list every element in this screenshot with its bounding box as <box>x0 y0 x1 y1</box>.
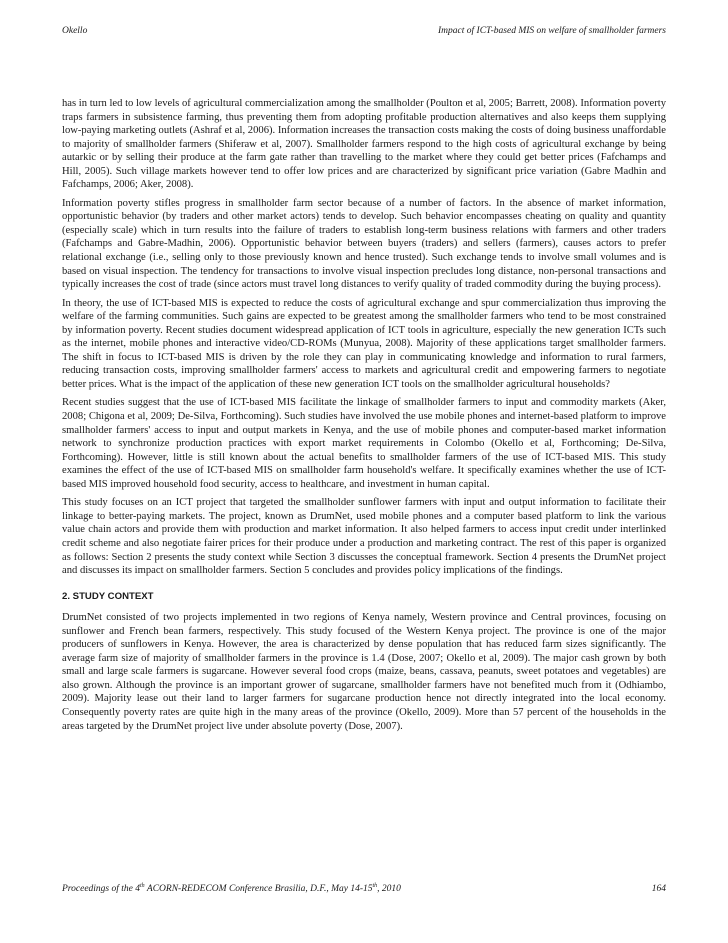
section-paragraph: DrumNet consisted of two projects implemented in two regions of Kenya namely, Western province and Central provinces, focusing on sunflower and French bean farmers, respectively. This study focused of the Western Kenya project. The province is one of the major producers of sunflowers in Kenya. However, the area is characterized by dense population that has reduced farm sizes significantly. The average farm size of majority of smallholder farmers in the province is 1.4 (Dose, 2007; Okello et al, 2009). The major cash grown by both small and large scale farmers is sugarcane. However several food crops (maize, beans, cassava, peanuts, sweet potatoes and vegetables) are also grown. Although the province is an important grower of sugarcane, smallholder farmers have not benefited much from it (Odhiambo, 2009). Majority lease out their land to larger farmers for sugarcane production hence not directly integrated into the local economy. Consequently poverty rates are quite high in the many areas of the province (Okello, 2009). More than 57 percent of the households in the areas targeted by the DrumNet project live under absolute poverty (Dose, 2007). <box>62 612 666 732</box>
body-text <box>62 97 666 738</box>
paragraph-3: In theory, the use of ICT-based MIS is expected to reduce the costs of agricultural exchange and spur commercialization thus improving the welfare of the farming communities. Such gains are expected to be greatest among the smallholder farmers who tend to be most constrained by information poverty. Recent studies document widespread application of ICT tools in agriculture, especially the new generation ICTs such as the internet, mobile phones and interactive video/CD-ROMs (Munyua, 2008). Majority of these applications target smallholder farmers. The shift in focus to ICT-based MIS is driven by the role they can play in communicating knowledge and information to rural farmers, reducing transaction costs, improving smallholder farmers' access to markets and agricultural credit and empowering farmers to negotiate better prices. What is the impact of the application of these new generation ICT tools on the smallholder agricultural households? <box>62 297 666 390</box>
paragraph-2: Information poverty stifles progress in smallholder farm sector because of a number of factors. In the absence of market information, opportunistic behavior (by traders and other market actors) tends to develop. Such behavior encompasses cheating on quality and quantity (especially scale) which in turn results into the failure of traders to establish long-term business relations with farmers and other traders (Fafchamps and Gabre-Madhin, 2006). Opportunistic behavior between buyers (traders) and sellers (farmers), causes actors to prefer relational exchange (i.e., selling only to those previously known and hence trusted). Such exchange tends to involve small volumes and is based on visual inspection. The tendency for transactions to involve visual inspection precludes long distance, non-personal transactions and typically increases the cost of trade (since actors must travel long distances to verify quality of traded commodity during the buying process). <box>62 197 666 291</box>
footer-mid: ACORN-REDECOM Conference Brasilia, D.F., May 14-15 <box>144 884 373 894</box>
page-number: 164 <box>651 884 666 894</box>
paragraph-4: Recent studies suggest that the use of ICT-based MIS facilitate the linkage of smallholder farmers to input and commodity markets (Aker, 2008; Chigona et al, 2009; De-Silva, Forthcoming). Such studies have involved the use mobile phones and internet-based platform to improve smallholder farmers' access to input and output markets in Kenya, and the use of mobile phones and computer-based market information network to synchronize production practices with export market requirements in Colombo (Okello et al, Forthcoming; De-Silva, Forthcoming). However, little is still known about the actual benefits to smallholder farmers of the use of ICT-based MIS. This study examines the effect of the use of ICT-based MIS on smallholder farm household's welfare. It specifically examines whether the use of ICT-based MIS improved household food security, access to healthcare, and investment in human capital. <box>62 397 666 490</box>
paragraph-1: has in turn led to low levels of agricultural commercialization among the smallholder (Poulton et al, 2005; Barrett, 2008). Information poverty traps farmers in subsistence farming, thus preventing them from adopting profitable production alternatives and also keeps them supplying low-paying marketing outlets (Ashraf et al, 2006). Information increases the transaction costs making the costs of doing business unaffordable to majority of smallholder farmers (Shiferaw et al, 2007). Smallholder farmers respond to the high costs of agricultural exchange by being autarkic or by selling their produce at the farm gate rather than travelling to the market where they could get better prices (Fafchamps and Hill, 2005). Such village markets however tend to offer low prices and are characterized by significant price variation (Gabre Madhin and Fafchamps, 2006; Aker, 2008). <box>62 98 666 191</box>
footer-pre: Proceedings of the 4 <box>62 884 141 894</box>
header-author: Okello <box>62 26 88 36</box>
footer-conference <box>62 884 401 894</box>
footer-sup-2: th <box>372 883 378 889</box>
paragraph-5: This study focuses on an ICT project that targeted the smallholder sunflower farmers with input and output information to facilitate their linkage to better-paying markets. The project, known as DrumNet, used mobile phones and a computer based platform to link the various value chain actors and provide them with production and market information. It also helped farmers to access input credit under interlinked credit scheme and also negotiate fairer prices for their produce under a production and marketing contract. The rest of this paper is organized as follows: Section 2 presents the study context while Section 3 discusses the conceptual framework. Section 4 presents the DrumNet project and discusses its impact on smallholder farmers. Section 5 concludes and provides policy implications of the findings. <box>62 497 666 577</box>
footer-sup-1: th <box>140 883 145 889</box>
footer-post: , 2010 <box>377 884 401 894</box>
section-heading: 2. STUDY CONTEXT <box>62 590 154 602</box>
header-title: Impact of ICT-based MIS on welfare of smallholder farmers <box>438 26 666 36</box>
